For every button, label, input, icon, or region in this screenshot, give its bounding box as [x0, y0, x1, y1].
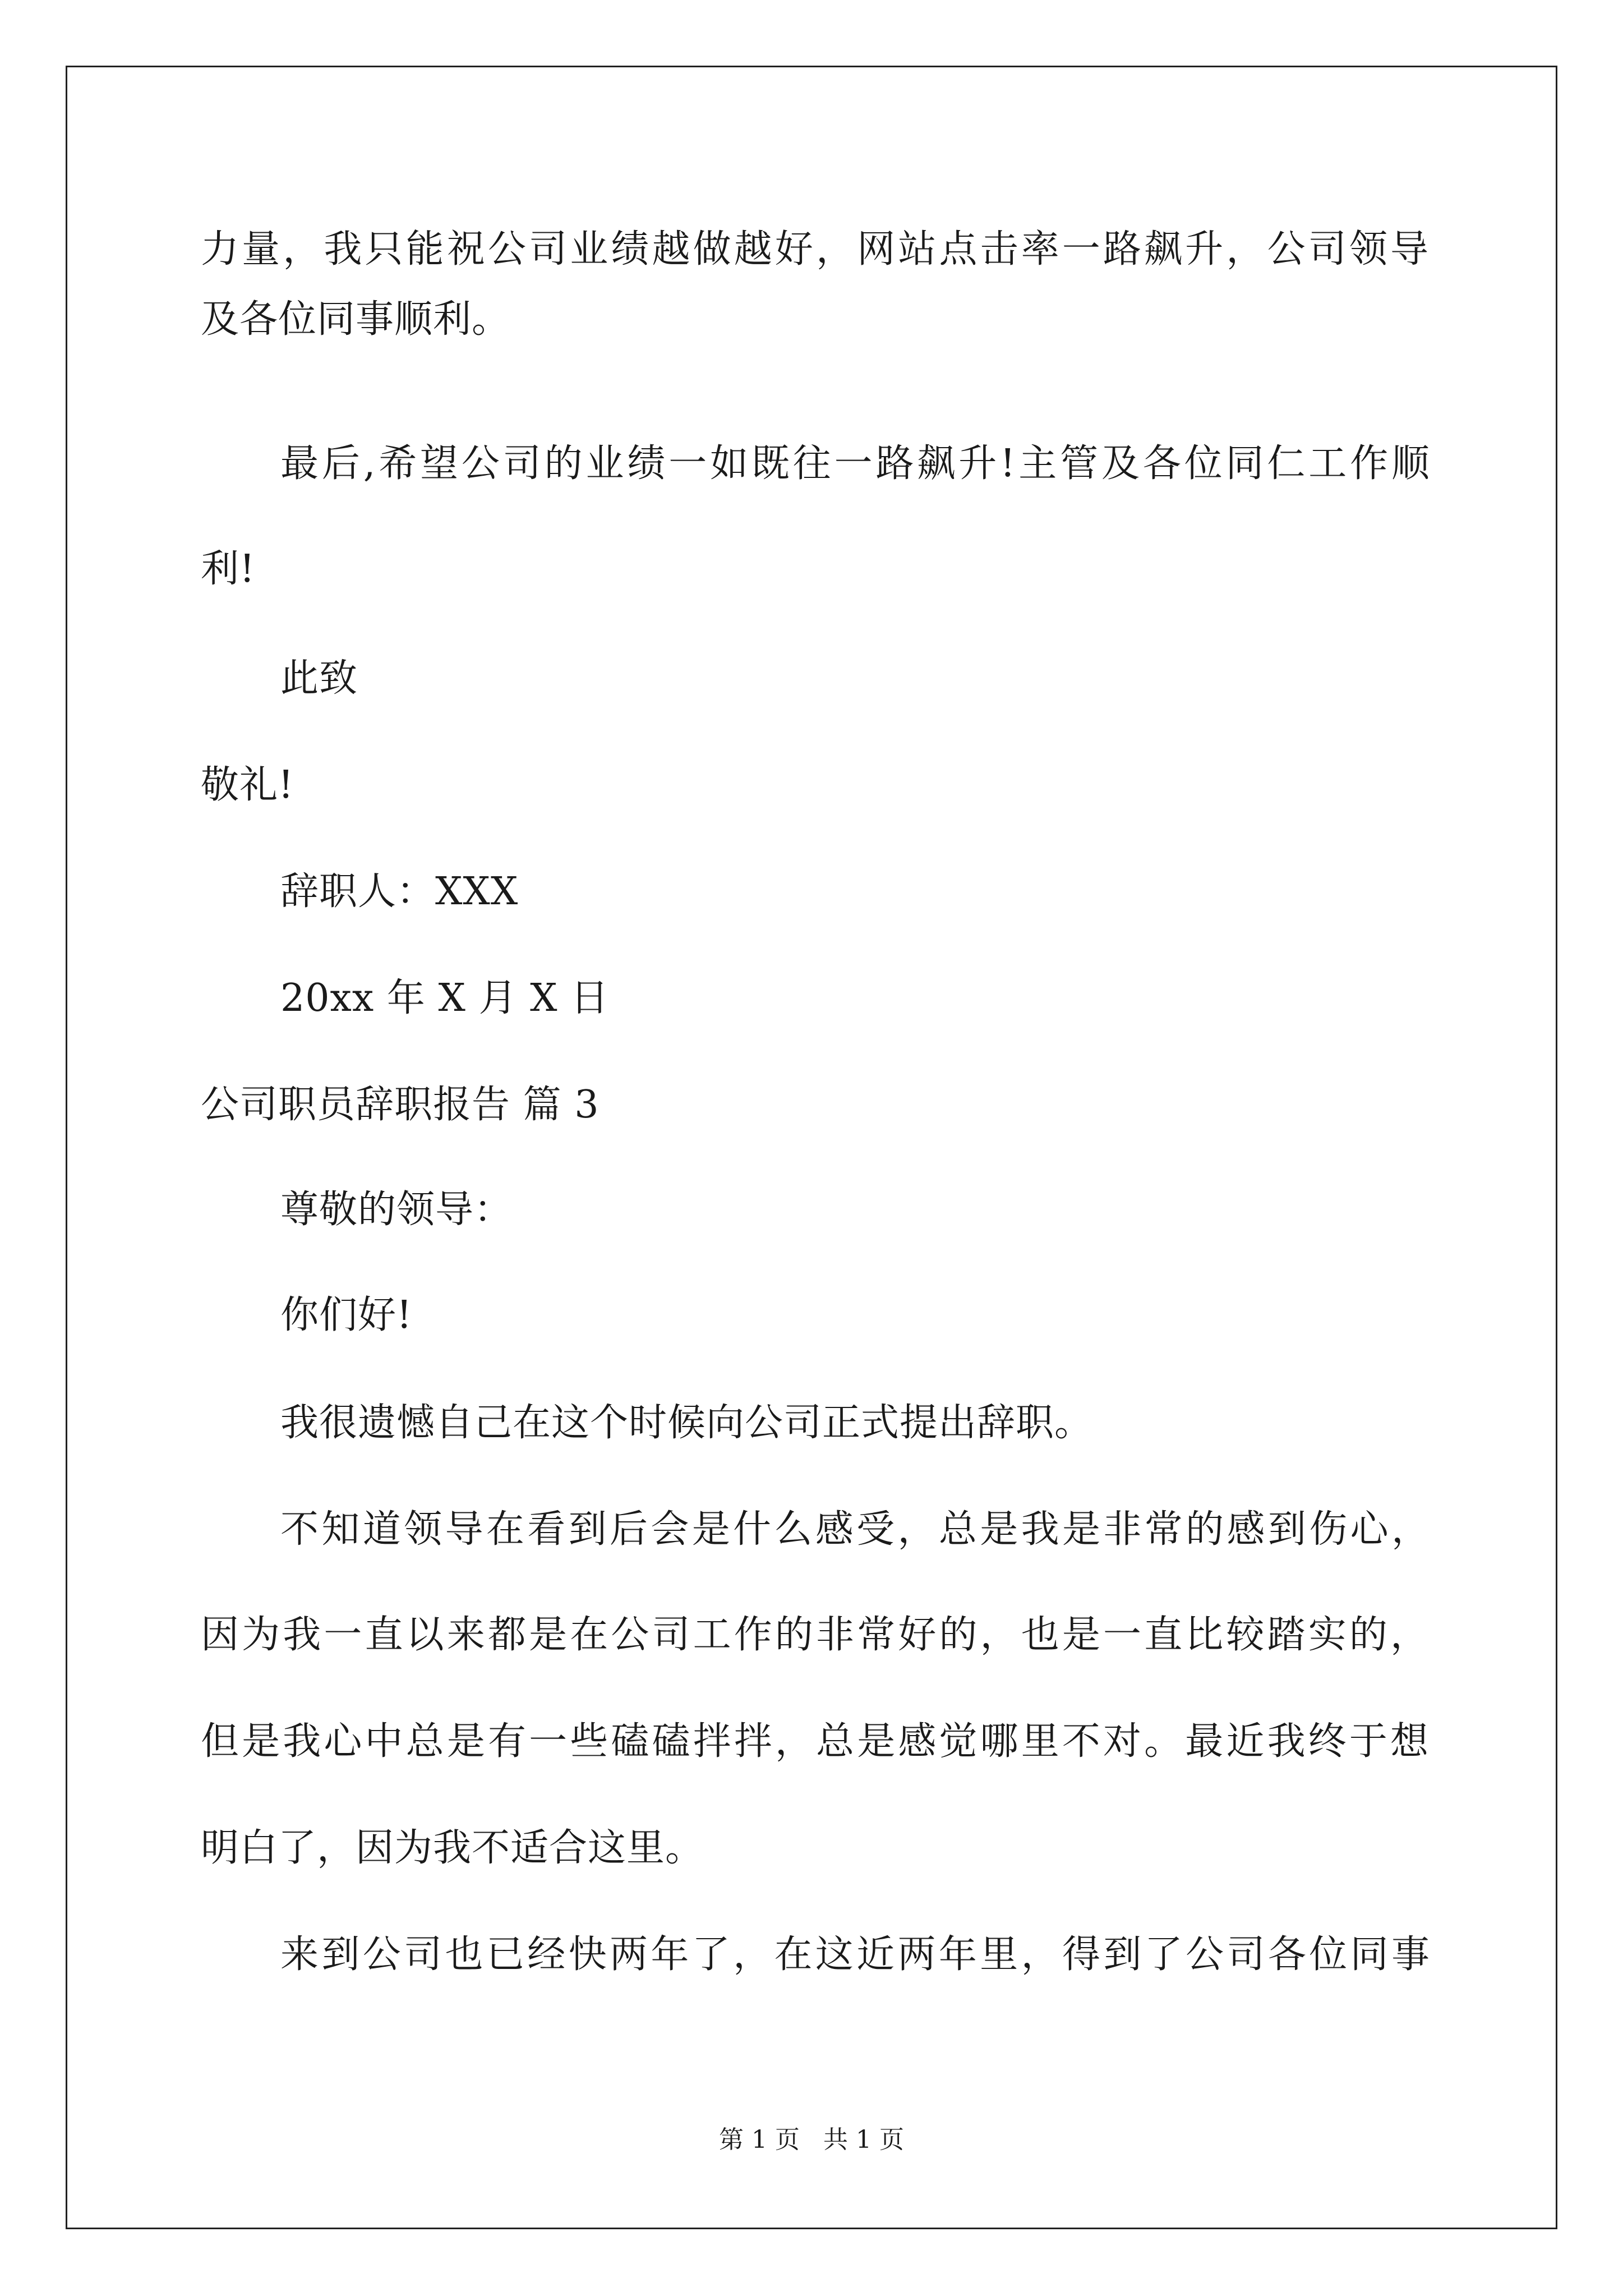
- paragraph-line: 但是我心中总是有一些磕磕拌拌，总是感觉哪里不对。最近我终于想: [201, 1719, 1429, 1764]
- salutation-respect: 敬礼!: [201, 763, 294, 807]
- paragraph-line: 因为我一直以来都是在公司工作的非常好的，也是一直比较踏实的，: [201, 1613, 1429, 1657]
- paragraph-line: 我很遗憾自己在这个时候向公司正式提出辞职。: [280, 1401, 1094, 1445]
- page-border: [66, 66, 1557, 2229]
- section-heading: 公司职员辞职报告 篇 3: [201, 1083, 600, 1127]
- paragraph-line: 力量，我只能祝公司业绩越做越好，网站点击率一路飙升，公司领导: [201, 227, 1429, 272]
- page-number-footer: 第 1 页 共 1 页: [719, 2125, 904, 2154]
- paragraph-line: 来到公司也已经快两年了，在这近两年里，得到了公司各位同事: [280, 1932, 1430, 1977]
- paragraph-line: 不知道领导在看到后会是什么感受，总是我是非常的感到伤心，: [280, 1507, 1430, 1552]
- letter-hello: 你们好!: [280, 1293, 413, 1337]
- signature-name: 辞职人：XXX: [280, 869, 519, 914]
- signature-date: 20xx 年 X 月 X 日: [280, 976, 610, 1020]
- paragraph-line: 最后,希望公司的业绩一如既往一路飙升!主管及各位同仁工作顺: [280, 441, 1430, 486]
- salutation-closing: 此致: [280, 656, 358, 701]
- paragraph-line: 明白了，因为我不适合这里。: [201, 1826, 704, 1870]
- paragraph-line: 及各位同事顺利。: [201, 297, 511, 342]
- paragraph-line: 利!: [201, 547, 256, 591]
- letter-greeting: 尊敬的领导：: [280, 1188, 513, 1232]
